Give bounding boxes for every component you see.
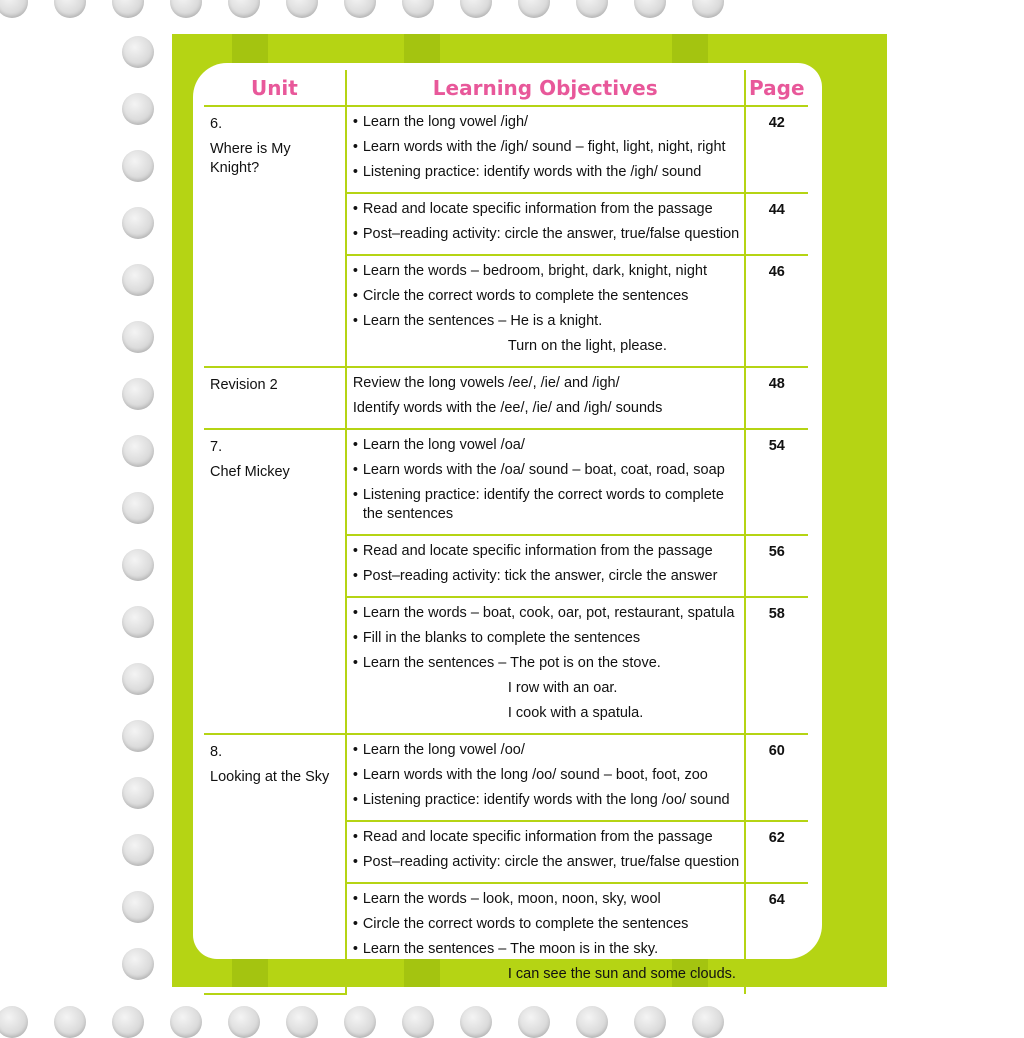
objective-text: Read and locate specific information from the passage: [362, 201, 713, 217]
objective-text: Listening practice: identify words with the /igh/ sound: [362, 164, 702, 180]
objective-item: [353, 200, 740, 219]
objective-text: Listening practice: identify the correct words to complete the sentences: [362, 487, 724, 522]
objective-item: [353, 629, 740, 648]
binder-hole: [576, 0, 608, 18]
objective-text: Post–reading activity: circle the answer, true/false question: [362, 226, 740, 242]
binder-hole: [122, 777, 154, 809]
objectives-cell: [346, 193, 745, 255]
bullet-icon: •: [352, 201, 358, 217]
objectives-cell: [346, 821, 745, 883]
bullet-icon: •: [352, 742, 358, 758]
bullet-icon: •: [352, 164, 358, 180]
objective-item: [353, 225, 740, 244]
objective-text: Read and locate specific information from the passage: [362, 543, 713, 559]
binder-hole: [170, 0, 202, 18]
unit-cell: [204, 367, 346, 429]
bullet-icon: •: [352, 139, 358, 155]
binder-hole: [634, 1006, 666, 1038]
binder-hole: [122, 891, 154, 923]
objectives-cell: [346, 883, 745, 994]
bullet-icon: •: [352, 605, 358, 621]
bullet-icon: •: [352, 829, 358, 845]
binder-hole: [122, 663, 154, 695]
table-row: [204, 106, 808, 193]
header-unit: Unit: [204, 70, 346, 106]
page-number: 44: [745, 193, 808, 255]
binder-hole: [634, 0, 666, 18]
objective-text: Learn the long vowel /igh/: [362, 114, 529, 130]
binder-hole: [170, 1006, 202, 1038]
objective-text: Circle the correct words to complete the sentences: [362, 916, 689, 932]
binder-hole: [112, 0, 144, 18]
objective-text: Learn words with the /igh/ sound – fight, light, night, right: [362, 139, 726, 155]
objective-text: Circle the correct words to complete the sentences: [362, 288, 689, 304]
sentence-continuation: I can see the sun and some clouds.: [507, 966, 736, 982]
binder-hole: [122, 948, 154, 980]
binder-hole: [122, 834, 154, 866]
unit-title: Revision 2: [210, 377, 278, 393]
objective-item: [353, 113, 740, 132]
unit-title: Where is My Knight?: [210, 141, 291, 176]
bullet-icon: •: [352, 854, 358, 870]
header-row: [204, 70, 808, 106]
objectives-cell: [346, 255, 745, 367]
objective-item: [353, 461, 740, 480]
binder-hole: [122, 264, 154, 296]
binder-hole: [0, 1006, 28, 1038]
binder-hole: [518, 0, 550, 18]
binder-hole: [402, 0, 434, 18]
bullet-icon: •: [352, 543, 358, 559]
bullet-icon: •: [352, 568, 358, 584]
sentence-continuation: I row with an oar.: [507, 680, 618, 696]
sentence-continuation: I cook with a spatula.: [507, 705, 644, 721]
objective-item: [353, 312, 740, 331]
objective-text: Learn the long vowel /oa/: [362, 437, 525, 453]
binder-hole: [122, 492, 154, 524]
objective-item: [353, 604, 740, 623]
objective-item: [353, 890, 740, 909]
objective-text: Post–reading activity: tick the answer, circle the answer: [362, 568, 718, 584]
objective-text: Learn the sentences – The moon is in the sky.: [362, 941, 659, 957]
objectives-cell: [346, 597, 745, 734]
page-number: 60: [745, 734, 808, 821]
binder-hole: [112, 1006, 144, 1038]
page-number: 56: [745, 535, 808, 597]
bullet-icon: •: [352, 792, 358, 808]
table-body: [204, 106, 808, 994]
binder-hole: [344, 1006, 376, 1038]
objective-text: Identify words with the /ee/, /ie/ and /igh/ sounds: [352, 400, 663, 416]
binder-hole: [286, 1006, 318, 1038]
objective-item: [353, 287, 740, 306]
objective-text: Learn the long vowel /oo/: [362, 742, 525, 758]
binder-hole: [692, 0, 724, 18]
objective-item: [353, 766, 740, 785]
objective-item: [353, 436, 740, 455]
binder-hole: [122, 207, 154, 239]
binder-hole: [518, 1006, 550, 1038]
table-row: [204, 367, 808, 429]
unit-number: 6.: [210, 116, 223, 132]
objective-item: [353, 542, 740, 561]
binder-hole: [122, 150, 154, 182]
bullet-icon: •: [352, 114, 358, 130]
bullet-icon: •: [352, 941, 358, 957]
objectives-cell: [346, 535, 745, 597]
binder-hole: [122, 36, 154, 68]
binder-hole: [122, 378, 154, 410]
objective-item: [353, 741, 740, 760]
objectives-cell: [346, 367, 745, 429]
objective-text: Learn words with the long /oo/ sound – boot, foot, zoo: [362, 767, 708, 783]
objectives-cell: [346, 734, 745, 821]
unit-number: 7.: [210, 439, 223, 455]
binder-hole: [54, 1006, 86, 1038]
objective-text: Learn the words – look, moon, noon, sky, wool: [362, 891, 661, 907]
objective-item: [353, 486, 740, 524]
objective-item: [353, 567, 740, 586]
binder-hole: [576, 1006, 608, 1038]
unit-cell: [204, 734, 346, 994]
bullet-icon: •: [352, 462, 358, 478]
objective-item: [353, 262, 740, 281]
bullet-icon: •: [352, 226, 358, 242]
page-number: 64: [745, 883, 808, 994]
objective-text: Read and locate specific information from the passage: [362, 829, 713, 845]
bullet-icon: •: [352, 916, 358, 932]
header-page: Page: [745, 70, 808, 106]
binder-hole: [344, 0, 376, 18]
objective-item: [353, 915, 740, 934]
bullet-icon: •: [352, 288, 358, 304]
objective-text: Learn the sentences – The pot is on the stove.: [362, 655, 661, 671]
table-row: [204, 429, 808, 535]
objective-item: [353, 163, 740, 182]
binder-hole: [122, 720, 154, 752]
objective-text: Listening practice: identify words with the long /oo/ sound: [362, 792, 730, 808]
unit-cell: [204, 106, 346, 367]
objectives-cell: [346, 106, 745, 193]
binder-hole: [228, 0, 260, 18]
page-number: 42: [745, 106, 808, 193]
objective-item: [353, 828, 740, 847]
unit-number: 8.: [210, 744, 223, 760]
objective-item: [353, 853, 740, 872]
header-objectives: Learning Objectives: [346, 70, 745, 106]
objective-text: Learn the words – boat, cook, oar, pot, restaurant, spatula: [362, 605, 735, 621]
bullet-icon: •: [352, 487, 358, 503]
binder-hole: [122, 435, 154, 467]
bullet-icon: •: [352, 263, 358, 279]
objective-text: Learn words with the /oa/ sound – boat, coat, road, soap: [362, 462, 725, 478]
objective-text: Post–reading activity: circle the answer, true/false question: [362, 854, 740, 870]
binder-hole: [122, 549, 154, 581]
table-of-contents: [204, 70, 808, 995]
binder-hole: [460, 0, 492, 18]
bullet-icon: •: [352, 655, 358, 671]
page-number: 46: [745, 255, 808, 367]
objective-text: Learn the words – bedroom, bright, dark, knight, night: [362, 263, 707, 279]
objective-text: Review the long vowels /ee/, /ie/ and /igh/: [352, 375, 620, 391]
page-number: 54: [745, 429, 808, 535]
objective-item: [353, 940, 740, 959]
sentence-continuation: Turn on the light, please.: [507, 338, 667, 354]
binder-hole: [402, 1006, 434, 1038]
page-number: 48: [745, 367, 808, 429]
objective-item: [353, 791, 740, 810]
binder-hole: [692, 1006, 724, 1038]
binder-hole: [122, 606, 154, 638]
unit-cell: [204, 429, 346, 734]
binder-hole: [286, 0, 318, 18]
bullet-icon: •: [352, 437, 358, 453]
bullet-icon: •: [352, 313, 358, 329]
objective-text: Learn the sentences – He is a knight.: [362, 313, 603, 329]
unit-title: Looking at the Sky: [210, 769, 330, 785]
binder-hole: [228, 1006, 260, 1038]
objective-item: [353, 138, 740, 157]
binder-hole: [122, 321, 154, 353]
table-row: [204, 734, 808, 821]
objectives-cell: [346, 429, 745, 535]
bullet-icon: •: [352, 767, 358, 783]
objective-item: [353, 654, 740, 673]
binder-hole: [460, 1006, 492, 1038]
binder-hole: [122, 93, 154, 125]
binder-hole: [0, 0, 28, 18]
bullet-icon: •: [352, 891, 358, 907]
binder-hole: [54, 0, 86, 18]
objective-text: Fill in the blanks to complete the sentences: [362, 630, 641, 646]
page-number: 62: [745, 821, 808, 883]
page-number: 58: [745, 597, 808, 734]
unit-title: Chef Mickey: [210, 464, 290, 480]
bullet-icon: •: [352, 630, 358, 646]
